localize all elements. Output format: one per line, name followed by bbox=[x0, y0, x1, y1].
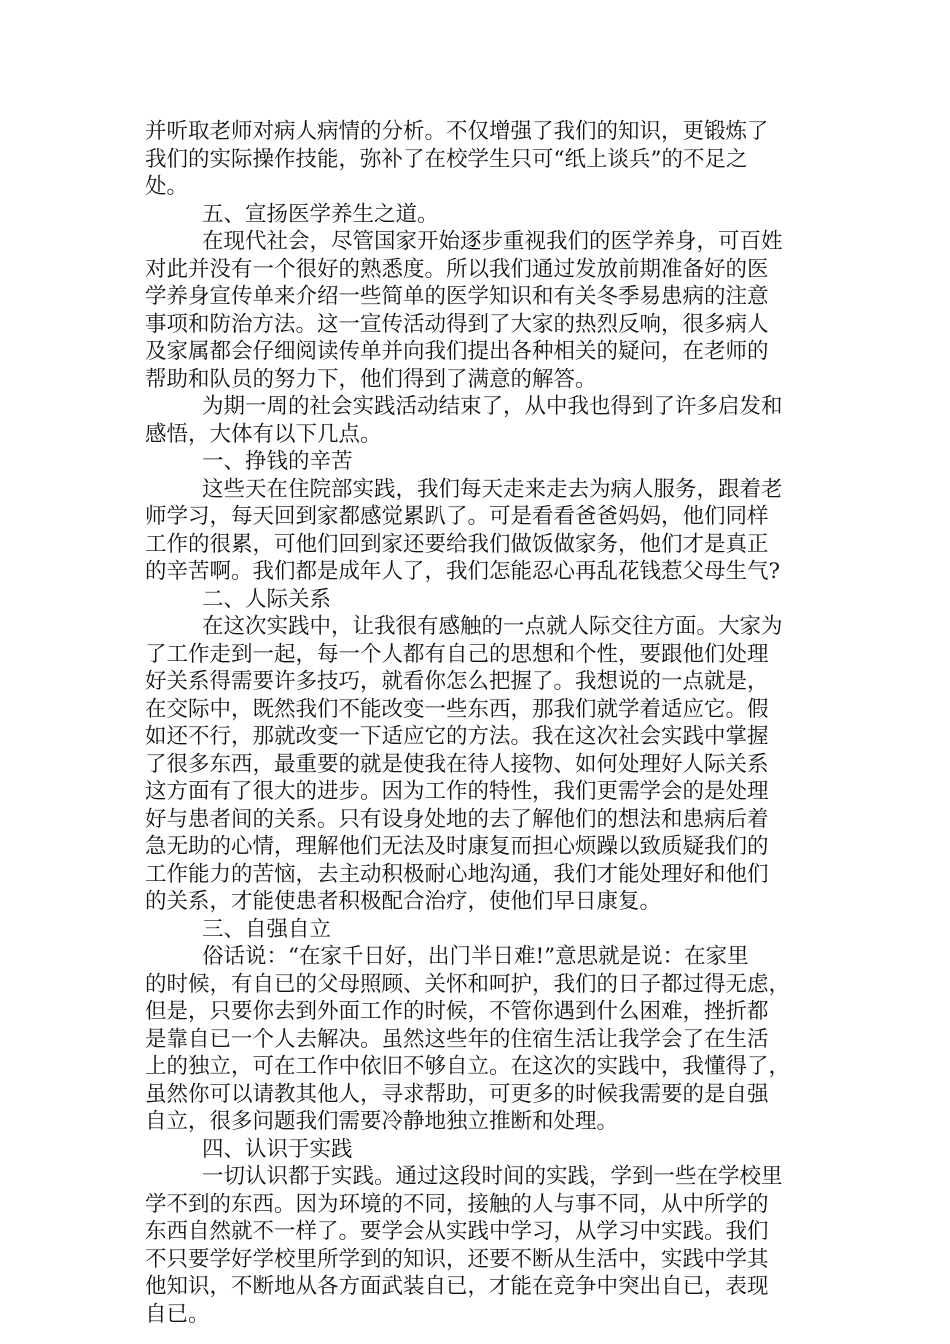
text-line: 工作的很累，可他们回到家还要给我们做饭做家务，他们才是真正 bbox=[145, 531, 769, 557]
text-line: 的时候，有自已的父母照顾、关怀和呵护，我们的日子都过得无虑， bbox=[145, 971, 791, 997]
text-line: 四、认识于实践 bbox=[202, 1136, 353, 1162]
text-line: 三、自强自立 bbox=[202, 916, 332, 942]
text-line: 并听取老师对病人病情的分析。不仅增强了我们的知识，更锻炼了 bbox=[145, 119, 769, 144]
text-line: 的关系，才能使患者积极配合治疗，使他们早日康复。 bbox=[145, 889, 662, 914]
text-line: 好关系得需要许多技巧，就看你怎么把握了。我想说的一点就是， bbox=[145, 669, 769, 694]
text-line: 学不到的东西。因为环境的不同，接触的人与事不同，从中所学的 bbox=[145, 1191, 769, 1217]
text-line: 五、宣扬医学养生之道。 bbox=[202, 201, 439, 227]
text-line: 自已。 bbox=[145, 1301, 210, 1327]
text-line: 学养身宣传单来介绍一些简单的医学知识和有关冬季易患病的注意 bbox=[145, 284, 769, 309]
text-line: 事项和防治方法。这一宣传活动得到了大家的热烈反响，很多病人 bbox=[145, 311, 769, 337]
text-line: 东西自然就不一样了。要学会从实践中学习，从学习中实践。我们 bbox=[145, 1219, 769, 1244]
text-line: 对此并没有一个很好的熟悉度。所以我们通过发放前期准备好的医 bbox=[145, 256, 769, 282]
text-line: 虽然你可以请教其他人，寻求帮助，可更多的时候我需要的是自强 bbox=[145, 1081, 769, 1107]
text-line: 好与患者间的关系。只有设身处地的去了解他们的想法和患病后着 bbox=[145, 806, 769, 832]
text-line: 但是，只要你去到外面工作的时候，不管你遇到什么困难，挫折都 bbox=[145, 999, 769, 1024]
text-line: 处。 bbox=[145, 174, 189, 199]
text-line: 不只要学好学校里所学到的知识，还要不断从生活中，实践中学其 bbox=[145, 1246, 769, 1272]
text-line: 为期一周的社会实践活动结束了，从中我也得到了许多启发和 bbox=[202, 394, 783, 419]
text-line: 感悟，大体有以下几点。 bbox=[145, 421, 382, 447]
text-line: 师学习，每天回到家都感觉累趴了。可是看看爸爸妈妈，他们同样 bbox=[145, 504, 769, 529]
text-line: 俗话说：“在家千日好，出门半日难!”意思就是说：在家里 bbox=[202, 944, 749, 969]
text-line: 自立，很多问题我们需要冷静地独立推断和处理。 bbox=[145, 1109, 619, 1134]
text-line: 一、挣钱的辛苦 bbox=[202, 449, 353, 474]
text-line: 这方面有了很大的进步。因为工作的特性，我们更需学会的是处理 bbox=[145, 779, 769, 804]
text-line: 二、人际关系 bbox=[202, 586, 332, 612]
text-line: 了工作走到一起，每一个人都有自己的思想和个性，要跟他们处理 bbox=[145, 641, 769, 667]
text-line: 在这次实践中，让我很有感触的一点就人际交往方面。大家为 bbox=[202, 614, 783, 639]
text-line: 上的独立，可在工作中依旧不够自立。在这次的实践中，我懂得了， bbox=[145, 1054, 791, 1079]
text-line: 我们的实际操作技能，弥补了在校学生只可“纸上谈兵”的不足之 bbox=[145, 146, 748, 172]
text-line: 一切认识都于实践。通过这段时间的实践，学到一些在学校里 bbox=[202, 1164, 783, 1189]
text-line: 他知识，不断地从各方面武装自已，才能在竞争中突出自已，表现 bbox=[145, 1274, 769, 1299]
text-line: 这些天在住院部实践，我们每天走来走去为病人服务，跟着老 bbox=[202, 476, 783, 502]
text-line: 帮助和队员的努力下，他们得到了满意的解答。 bbox=[145, 366, 597, 392]
text-line: 工作能力的苦恼，去主动积极耐心地沟通，我们才能处理好和他们 bbox=[145, 861, 769, 887]
text-line: 的辛苦啊。我们都是成年人了，我们怎能忍心再乱花钱惹父母生气? bbox=[145, 559, 781, 584]
text-line: 在交际中，既然我们不能改变一些东西，那我们就学着适应它。假 bbox=[145, 696, 769, 722]
text-line: 及家属都会仔细阅读传单并向我们提出各种相关的疑问，在老师的 bbox=[145, 339, 769, 364]
text-line: 如还不行，那就改变一下适应它的方法。我在这次社会实践中掌握 bbox=[145, 724, 769, 749]
text-line: 了很多东西，最重要的就是使我在待人接物、如何处理好人际关系 bbox=[145, 751, 769, 777]
text-line: 急无助的心情，理解他们无法及时康复而担心烦躁以致质疑我们的 bbox=[145, 834, 769, 859]
text-line: 在现代社会，尽管国家开始逐步重视我们的医学养身，可百姓 bbox=[202, 229, 783, 254]
text-line: 是靠自已一个人去解决。虽然这些年的住宿生活让我学会了在生活 bbox=[145, 1026, 769, 1052]
document-body bbox=[145, 118, 805, 1328]
